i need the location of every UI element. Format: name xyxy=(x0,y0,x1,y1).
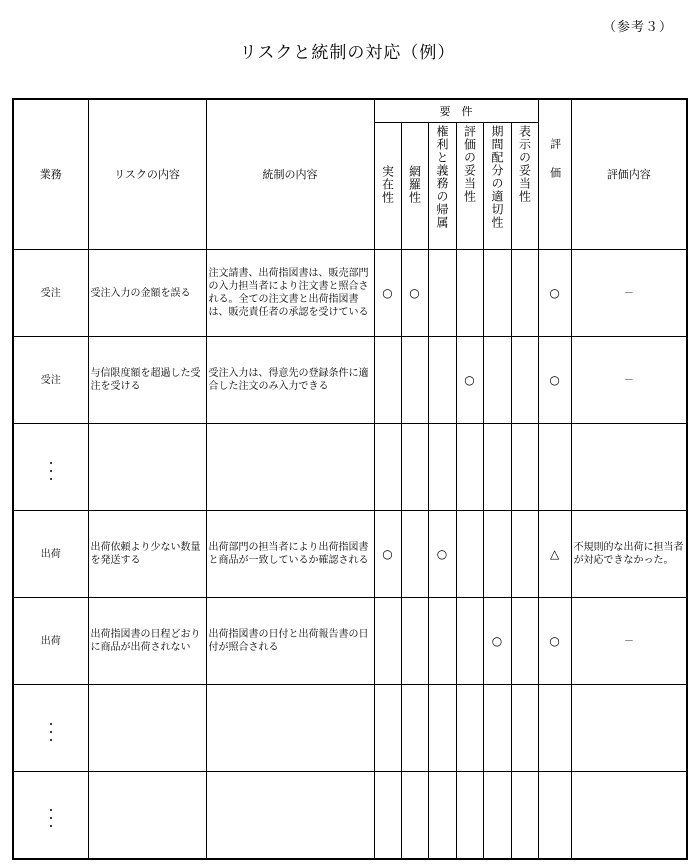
cell-evaluation xyxy=(538,772,571,859)
cell-req-2 xyxy=(401,772,428,859)
cell-evaluation-detail: － xyxy=(571,598,687,685)
cell-req-2 xyxy=(401,337,428,424)
cell-req-5 xyxy=(483,772,511,859)
cell-evaluation-detail xyxy=(571,772,687,859)
cell-req-2 xyxy=(401,685,428,772)
cell-req-1: ○ xyxy=(374,511,401,598)
cell-req-5 xyxy=(483,685,511,772)
cell-req-1 xyxy=(374,598,401,685)
cell-business: 受注 xyxy=(13,250,88,337)
cell-req-4 xyxy=(456,424,483,511)
cell-business: 出荷 xyxy=(13,598,88,685)
cell-req-5 xyxy=(483,337,511,424)
header-req-1: 実在性 xyxy=(374,123,401,250)
cell-req-4 xyxy=(456,511,483,598)
table-row xyxy=(13,424,687,511)
cell-evaluation-detail xyxy=(571,685,687,772)
cell-evaluation: ○ xyxy=(538,250,571,337)
cell-req-6 xyxy=(511,337,538,424)
cell-risk xyxy=(88,772,206,859)
cell-req-4 xyxy=(456,250,483,337)
cell-req-5 xyxy=(483,250,511,337)
cell-req-4 xyxy=(456,685,483,772)
cell-req-1 xyxy=(374,424,401,511)
header-req-5: 期間配分の適切性 xyxy=(483,123,511,250)
cell-req-2 xyxy=(401,598,428,685)
header-evaluation-detail: 評価内容 xyxy=(571,99,687,250)
ellipsis-dots xyxy=(50,809,52,827)
table-row xyxy=(13,511,687,598)
cell-evaluation-detail: 不規則的な出荷に担当者が対応できなかった。 xyxy=(571,511,687,598)
cell-evaluation-detail xyxy=(571,424,687,511)
cell-risk: 与信限度額を超過した受注を受ける xyxy=(88,337,206,424)
cell-req-2 xyxy=(401,424,428,511)
cell-control xyxy=(206,424,374,511)
cell-evaluation-detail: － xyxy=(571,337,687,424)
cell-evaluation: ○ xyxy=(538,337,571,424)
cell-control xyxy=(206,772,374,859)
cell-evaluation: ○ xyxy=(538,598,571,685)
cell-req-3: ○ xyxy=(428,511,456,598)
page-title: リスクと統制の対応（例） xyxy=(239,43,456,63)
ellipsis-dots xyxy=(50,723,52,741)
cell-req-4 xyxy=(456,772,483,859)
cell-req-2: ○ xyxy=(401,250,428,337)
table-row xyxy=(13,598,687,685)
cell-req-6 xyxy=(511,685,538,772)
header-req-6: 表示の妥当性 xyxy=(511,123,538,250)
cell-evaluation: △ xyxy=(538,511,571,598)
cell-risk: 出荷依頼より少ない数量を発送する xyxy=(88,511,206,598)
cell-req-6 xyxy=(511,511,538,598)
cell-req-2 xyxy=(401,511,428,598)
cell-control: 注文請書、出荷指図書は、販売部門の入力担当者により注文書と照合される。全ての注文書と出荷指図書は、販売責任者の承認を受けている xyxy=(206,250,374,337)
cell-req-4: ○ xyxy=(456,337,483,424)
cell-business: 受注 xyxy=(13,337,88,424)
cell-control: 受注入力は、得意先の登録条件に適合した注文のみ入力できる xyxy=(206,337,374,424)
cell-control: 出荷部門の担当者により出荷指図書と商品が一致しているか確認される xyxy=(206,511,374,598)
cell-req-3 xyxy=(428,424,456,511)
cell-req-3 xyxy=(428,337,456,424)
cell-req-6 xyxy=(511,772,538,859)
cell-req-6 xyxy=(511,598,538,685)
cell-req-1 xyxy=(374,685,401,772)
cell-req-3 xyxy=(428,598,456,685)
table-row xyxy=(13,250,687,337)
cell-risk: 出荷指図書の日程どおりに商品が出荷されない xyxy=(88,598,206,685)
cell-business xyxy=(13,685,88,772)
cell-req-3 xyxy=(428,250,456,337)
cell-req-6 xyxy=(511,424,538,511)
cell-req-1 xyxy=(374,772,401,859)
cell-req-6 xyxy=(511,250,538,337)
cell-evaluation xyxy=(538,424,571,511)
cell-control xyxy=(206,685,374,772)
reference-label: （参考３） xyxy=(602,20,673,35)
cell-req-5 xyxy=(483,511,511,598)
header-req-3: 権利と義務の帰属 xyxy=(428,123,456,250)
cell-req-5 xyxy=(483,424,511,511)
header-risk: リスクの内容 xyxy=(88,99,206,250)
cell-evaluation xyxy=(538,685,571,772)
cell-evaluation-detail: － xyxy=(571,250,687,337)
header-requirements: 要 件 xyxy=(374,99,538,123)
cell-control: 出荷指図書の日付と出荷報告書の日付が照合される xyxy=(206,598,374,685)
cell-req-3 xyxy=(428,772,456,859)
cell-risk xyxy=(88,685,206,772)
header-evaluation: 評価 xyxy=(538,99,571,250)
cell-req-1 xyxy=(374,337,401,424)
header-business: 業務 xyxy=(13,99,88,250)
header-req-2: 網羅性 xyxy=(401,123,428,250)
cell-risk: 受注入力の金額を誤る xyxy=(88,250,206,337)
cell-req-3 xyxy=(428,685,456,772)
risk-control-table xyxy=(12,98,688,860)
cell-req-5: ○ xyxy=(483,598,511,685)
header-control: 統制の内容 xyxy=(206,99,374,250)
cell-req-4 xyxy=(456,598,483,685)
table-row xyxy=(13,685,687,772)
cell-business: 出荷 xyxy=(13,511,88,598)
header-req-4: 評価の妥当性 xyxy=(456,123,483,250)
cell-business xyxy=(13,424,88,511)
table-row xyxy=(13,337,687,424)
ellipsis-dots xyxy=(50,462,52,480)
cell-business xyxy=(13,772,88,859)
cell-risk xyxy=(88,424,206,511)
cell-req-1: ○ xyxy=(374,250,401,337)
table-row xyxy=(13,772,687,859)
